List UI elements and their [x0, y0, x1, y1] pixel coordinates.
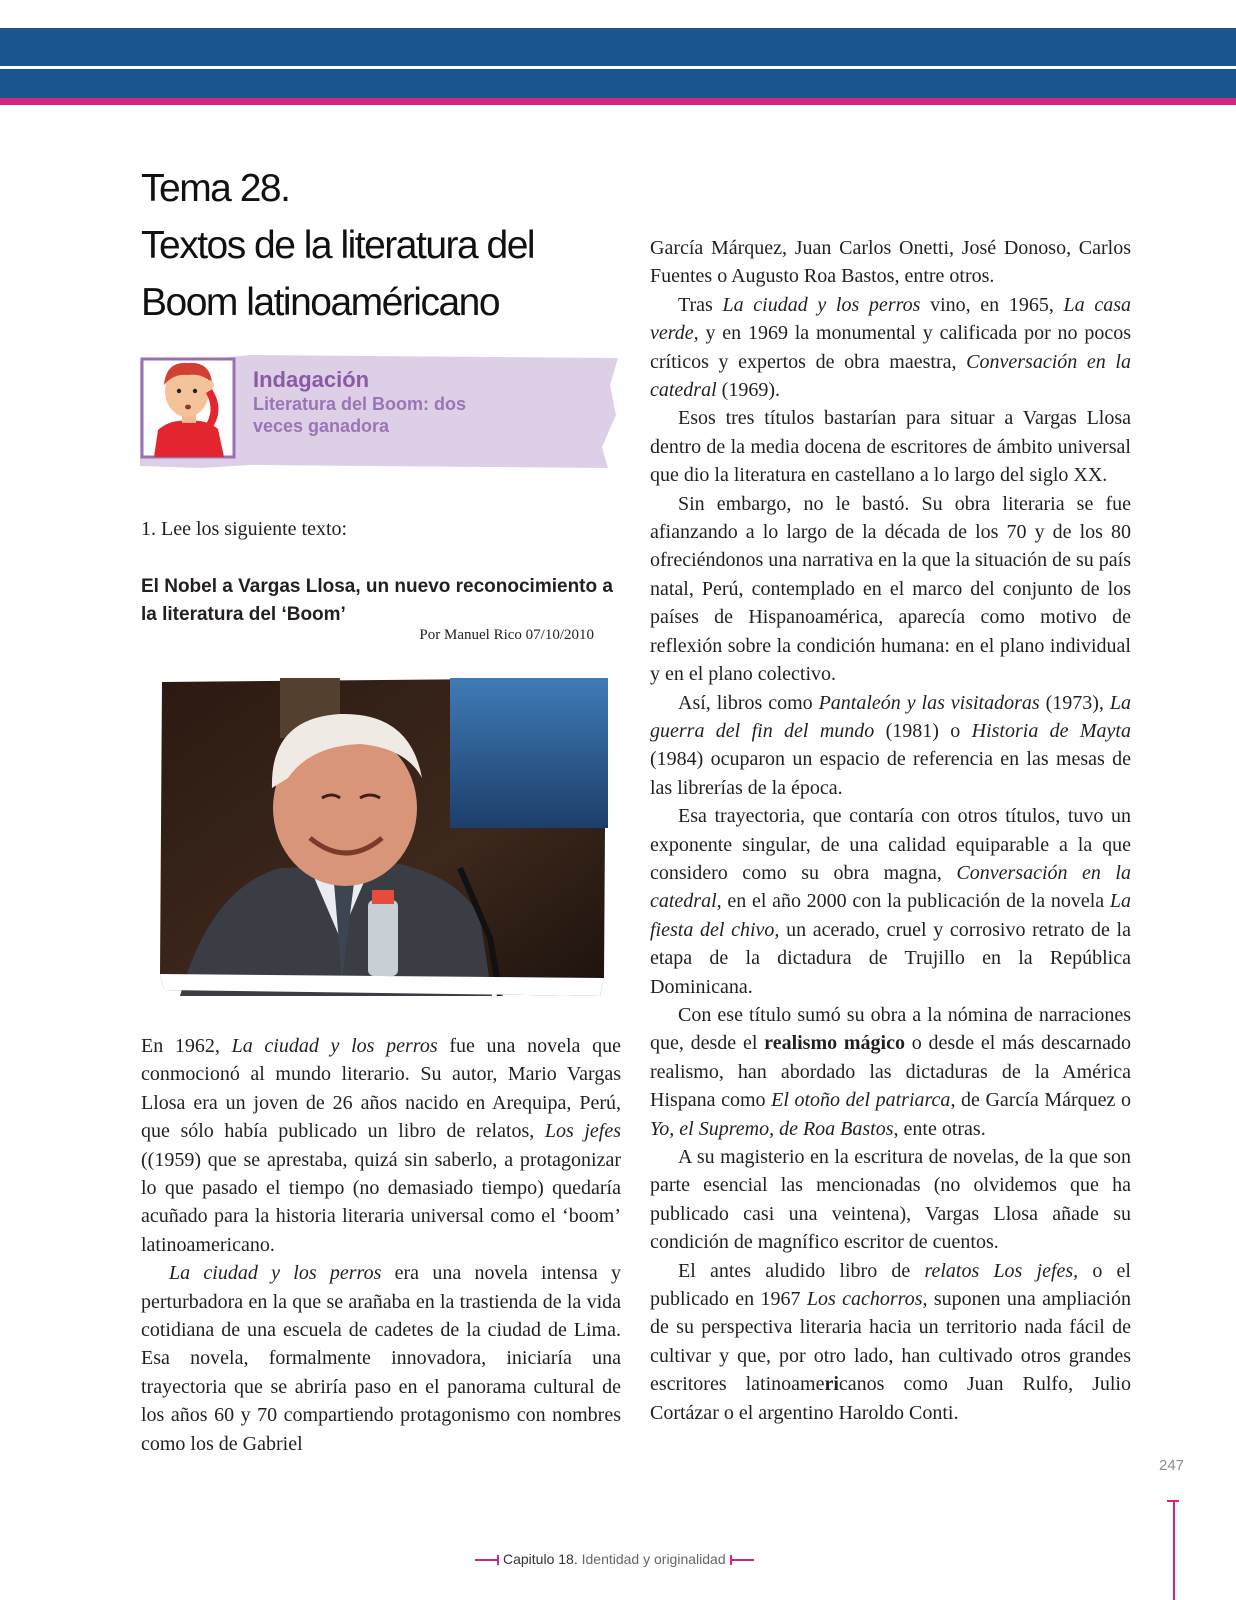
text: , suponen una ampliación de su perspectiva literaria hacia un territorio nada fácil de cultivar y que, por otro lado, han cultivado otros grandes escritores latinoame: [650, 1288, 1131, 1396]
key-term: realismo mágico: [764, 1032, 905, 1055]
paragraph: Esos tres títulos bastarían para situar a Vargas Llosa dentro de la media docena de escritores de ámbito universal que dio la literatura en castellano a lo largo del siglo XX.: [650, 407, 1131, 487]
text: vino, en 1965,: [920, 293, 1064, 316]
article-title: El Nobel a Vargas Llosa, un nuevo reconocimiento a la literatura del ‘Boom’: [141, 576, 613, 625]
book-title: La ciudad y los perros: [169, 1262, 382, 1285]
paragraph: [650, 1001, 1131, 1143]
text: El antes aludido libro de: [678, 1259, 925, 1282]
paragraph: García Márquez, Juan Carlos Onetti, José Donoso, Carlos Fuentes o Augusto Roa Bastos, entre otros.: [650, 237, 1131, 288]
book-title: Los cachorros: [806, 1288, 923, 1311]
text: o el publicado en 1967: [650, 1259, 1131, 1311]
text: (1973),: [1039, 691, 1110, 714]
text: , de García Márquez o: [950, 1089, 1131, 1112]
book-title: La guerra del fin del mundo: [650, 691, 1131, 742]
footer: [475, 1551, 754, 1567]
book-title: La ciudad y los perros: [722, 293, 921, 316]
book-title: relatos Los jefes,: [924, 1259, 1079, 1282]
header-band-top: [0, 28, 1236, 66]
paragraph: [650, 689, 1131, 803]
paragraph: [650, 291, 1131, 405]
right-column-text: [650, 234, 1131, 1427]
footer-subtitle: Identidad y originalidad: [581, 1551, 726, 1567]
paragraph: [141, 1259, 621, 1458]
text: un acerado, cruel y corrosivo retrato de la etapa de la dictadura de Trujillo en la República Dominicana.: [650, 918, 1131, 998]
book-title: La casa verde,: [650, 293, 1131, 345]
text: Con ese título sumó su obra a la nómina de narraciones que, desde el: [650, 1003, 1131, 1055]
instruction: 1. Lee los siguiente texto:: [141, 518, 348, 540]
title-line-2: Textos de la literatura del: [141, 224, 535, 267]
header-pink-stripe: [0, 98, 1236, 105]
margin-line: [1173, 1500, 1175, 1600]
book-title: Yo, el Supremo, de Roa Bastos: [650, 1117, 894, 1140]
paragraph: A su magisterio en la escritura de novelas, de la que son parte esencial las mencionadas (no olvidemos que ha publicado casi una veintena), Vargas Llosa añade su condición de magnífico escritor de cuentos.: [650, 1146, 1131, 1254]
footer-dash-left: [475, 1559, 497, 1561]
book-title: El otoño del patriarca: [771, 1089, 951, 1112]
text: o desde el más descarnado realismo, han abordado las dictaduras de la América Hispana como: [650, 1032, 1132, 1112]
paragraph: [650, 802, 1131, 1001]
paragraph: [650, 1257, 1131, 1427]
text: era una novela intensa y perturbadora en la que se arañaba en la trastienda de la vida cotidiana de una escuela de cadetes de la ciudad de Lima. Esa novela, formalmente innovadora, iniciaría una trayectoria que se abriría paso en el panorama cultural de los años 60 y 70 compartiendo protagonismo con nombres como los de Gabriel: [141, 1262, 621, 1455]
text: (1984) ocuparon un espacio de referencia en las mesas de las librerías de la época.: [650, 748, 1131, 799]
text: Esa trayectoria, que contaría con otros títulos, tuvo un exponente singular, de una calidad equiparable a la que considero como su obra magna,: [650, 805, 1131, 884]
author-photo: [160, 678, 608, 996]
page-number: 247: [1159, 1457, 1185, 1474]
text: canos como Juan Rulfo, Julio Cortázar o el argentino Haroldo Conti.: [650, 1373, 1131, 1424]
book-title: La ciudad y los perros: [231, 1035, 438, 1057]
book-title: Pantaleón y las visitadoras: [818, 691, 1040, 714]
inquiry-subtitle: Literatura del Boom: dos veces ganadora: [253, 394, 467, 436]
text: (1981) o: [874, 719, 972, 742]
book-title: Conversación en la catedral: [650, 350, 1131, 402]
title-line-3: Boom latinoaméricano: [141, 281, 500, 324]
text: Tras: [678, 293, 723, 316]
book-title: Conversación en la catedral: [650, 861, 1131, 913]
inquiry-text: [253, 367, 513, 437]
text: fue una novela que conmocionó al mundo literario. Su autor, Mario Vargas Llosa era un joven de 26 años nacido en Arequipa, Perú, que sólo había publicado un libro de relatos,: [141, 1035, 622, 1143]
title-line-1: Tema 28.: [141, 167, 290, 210]
footer-chapter: Capitulo 18.: [503, 1551, 578, 1567]
inquiry-heading: Indagación: [253, 367, 370, 392]
text: y en 1969 la monumental y calificada por no pocos críticos y expertos de obra maestra,: [650, 322, 1131, 373]
text: , en el año 2000 con la publicación de la novela: [716, 890, 1110, 913]
paragraph: [141, 1032, 621, 1259]
text: (1969).: [716, 379, 780, 402]
paragraph: Sin embargo, no le bastó. Su obra literaria se fue afianzando a lo largo de la década de los 70 y de los 80 ofreciéndonos una narrativa en la que la situación de su país natal, Perú, contemplado en el marco del conjunto de los países de Hispanoamérica, aparecía como motivo de reflexión sobre la condición humana: en el plano individual y en el plano colectivo.: [650, 492, 1131, 686]
text: ri: [824, 1373, 839, 1396]
header-band-bottom: [0, 69, 1236, 98]
text: Así, libros como: [678, 691, 819, 714]
left-column-text: [141, 1032, 621, 1458]
text: En 1962,: [141, 1035, 232, 1057]
text: , ente otras.: [893, 1117, 986, 1140]
text: ((1959) que se aprestaba, quizá sin saberlo, a protagonizar lo que pasado el tiempo (no demasiado tiempo) quedaría acuñado para la historia literaria universal como el ‘boom’ latinoamericano.: [141, 1148, 621, 1256]
book-title: Historia de Mayta: [971, 719, 1131, 742]
book-title: La fiesta del chivo,: [650, 890, 1131, 941]
footer-dash-right: [732, 1559, 754, 1561]
inquiry-banner: [140, 355, 625, 470]
page-title: [141, 160, 631, 331]
footer-tick-left: [497, 1555, 499, 1565]
article-byline: Por Manuel Rico 07/10/2010: [419, 627, 594, 643]
book-title: Los jefes: [544, 1120, 621, 1143]
thinking-boy-icon: [140, 355, 238, 470]
